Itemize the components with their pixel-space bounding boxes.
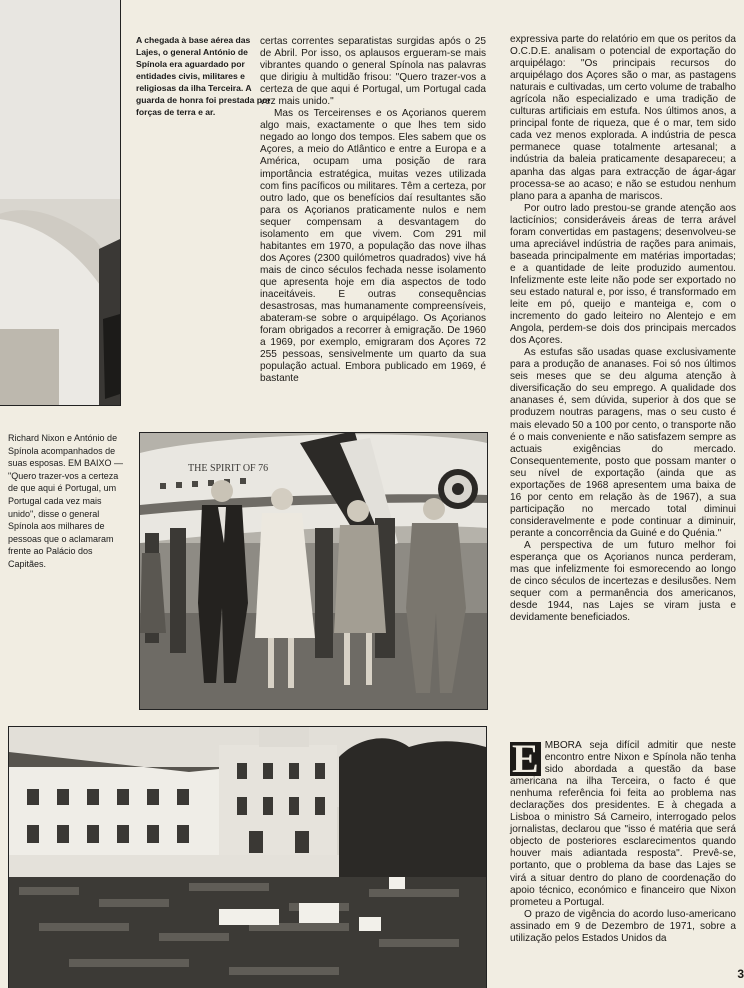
- caption-base-lajes: [136, 34, 272, 118]
- column-right: [510, 34, 736, 624]
- column-middle: [260, 36, 486, 385]
- paragraph: A perspectiva de um futuro melhor foi esperança que os Açorianos nunca perderam, mas que infelizmente foi esmorecendo ao longo de cinco séculos de incertezas e desilusões. Nem sequer com a permanência dos americanos, desde 1944, nas Lajes se viram justa e devidamente beneficiados.: [510, 539, 736, 624]
- caption-base-lajes-text: A chegada à base aérea das Lajes, o general António de Spínola era aguardado por entidades civis, militares e religiosas da ilha Terceira. A guarda de honra foi prestada por forças de terra e ar.: [136, 35, 271, 117]
- caption-nixon-spinola: [8, 432, 128, 571]
- aircraft-name-text: THE SPIRIT OF 76: [188, 463, 269, 474]
- paragraph: certas correntes separatistas surgidas após o 25 de Abril. Por isso, os aplausos ergueram-se mais vibrantes quando o general Spínola nas palavras que dirigiu à multidão frisou: "Quero trazer-vos a certeza de que aqui é Portugal, um Portugal cada vez mais unido.": [260, 36, 486, 108]
- paragraph: [510, 736, 736, 909]
- column-right-lower: [510, 736, 736, 945]
- paragraph: Mas os Terceirenses e os Açorianos querem algo mais, exactamente o que lhes tem sido negado ao longo dos tempos. Eles sabem que os Açores, a meio do Atlântico e entre a Europa e a América, ocupam uma posição de rara importância estratégica, muitas vezes utilizada com fins pacíficos ou militares. Têm a certeza, por outro lado, que os benefícios daí resultantes são para os Açorianos praticamente nulos e nem sequer compensam a desvantagem do isolamento em que vivem. Com 291 mil habitantes em 1970, a população das nove ilhas dos Açores (2300 quilómetros quadrados) vive há mais de cinco séculos fechada nesse isolamento que apresenta hoje em dia aspectos de todo inaceitáveis. E outras consequências desastrosas, mas humanamente compreensíveis, abateram-se sobre o arquipélago. Os Açorianos foram obrigados a recorrer à emigração. De 1960 a 1969, por exemplo, emigraram dos Açores 72 255 pessoas, sensivelmente um quarto da sua população actual. Embora publicado em 1969, é bastante: [260, 108, 486, 385]
- page-number: 3: [737, 967, 744, 981]
- photo-top-left-image: [0, 0, 120, 405]
- photo-palacio-capitaes: [8, 726, 487, 988]
- paragraph: expressiva parte do relatório em que os peritos da O.C.D.E. analisam o potencial de exportação do arquipélago: "Os principais recursos do arquipélago dos Açores são o mar, as pastagens naturais e cultivadas, um certo volume de trabalho agrícola não especializado e uma tradição de culturas artificiais em estufa. Nos últimos anos, a principal fonte de riqueza, que é o mar, tem sido cada vez menos explorada. A indústria de pesca permanece quase totalmente artesanal; a indústria da baleia praticamente desapareceu; a apanha das algas para extracção de ágar-ágar processa-se ao acaso; e não se estudou nenhum plano para a apanha de mariscos.: [510, 34, 736, 202]
- photo-top-left: [0, 0, 121, 406]
- photo-nixon-spinola-image: [140, 433, 487, 709]
- drop-cap: E: [512, 736, 539, 781]
- paragraph: Por outro lado prestou-se grande atenção aos lacticínios; consideráveis áreas de terra arável foram convertidas em pastagens; desenvolveu-se uma apreciável indústria de rações para animais, baseada principalmente em matérias importadas; e a quantidade de leite produzido aumentou. Infelizmente este leite não pode ser exportado no seu estado natural e, por isso, é transformado em leite em pó, queijo e manteiga e, com o incremento do gado leiteiro no Alentejo e em Angola, perdem-se dois dos principais mercados dos Açores.: [510, 202, 736, 347]
- photo-nixon-spinola: [139, 432, 488, 710]
- photo-palacio-capitaes-image: [9, 727, 486, 988]
- caption-nixon-spinola-text: Richard Nixon e António de Spínola acompanhados de suas esposas. EM BAIXO — "Quero trazer-vos a certeza de que aqui é Portugal, um Portugal cada vez mais unido", disse o general Spínola aos milhares de pessoas que o aclamaram frente ao Palácio dos Capitães.: [8, 433, 124, 569]
- paragraph: O prazo de vigência do acordo luso-americano assinado em 9 de Dezembro de 1971, sobre a utilização pelos Estados Unidos da: [510, 908, 736, 944]
- paragraph-text: MBORA seja difícil admitir que neste encontro entre Nixon e Spínola não tenha sido abordada a questão da base americana na ilha Terceira, o facto é que nenhuma referência foi feita ao problema nas declarações dos presidentes. E à chegada a Lisboa o ministro Sá Carneiro, interrogado pelos jornalistas, declarou que "isso é matéria que será objecto de posteriores esclarecimentos quando houver mais adiantada resposta". Prevê-se, portanto, que o problema da base das Lajes se virá a situar dentro do plano de coordenação do apoio técnico, económico e financeiro que Nixon prometeu a Portugal.: [510, 740, 736, 908]
- paragraph: As estufas são usadas quase exclusivamente para a produção de ananases. Foi só nos últimos seis meses que se deu alguma atenção à diversificação do seu emprego. A qualidade dos ananases é, sem dúvida, superior à dos que se produzem noutras paragens, mas o seu custo é mais elevado 50 a 100 por cento, o transporte não é o mais conveniente e não satisfazem sempre as actuais exigências do mercado. Consequentemente, posto que possam manter o seu nível de exportação (ainda que as exportações de 1968 apresentem uma baixa de 16 por cento em relação às de 1967), a sua participação no mercado total diminui consideravelmente e pode continuar a diminuir, perante a concorrência da Guiné e do Quénia.": [510, 347, 736, 539]
